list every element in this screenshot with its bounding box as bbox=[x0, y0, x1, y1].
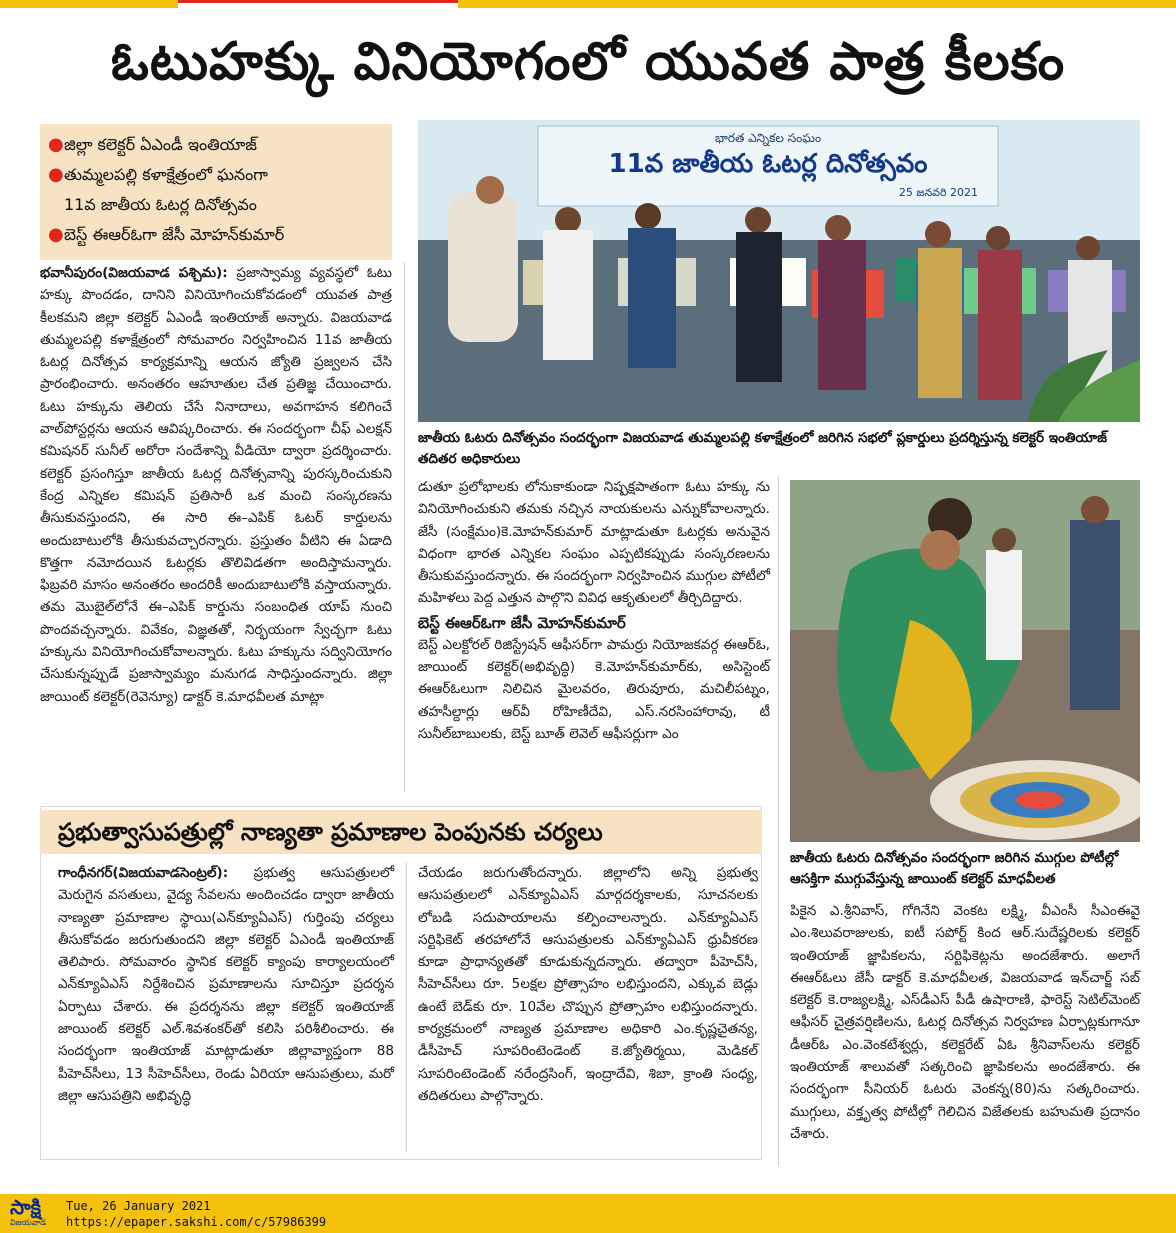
story2-text-2: చేయడం జరుగుతోందన్నారు. జిల్లాలోని అన్ని ప్రభుత్వ ఆసుపత్రులలో ఎన్‌క్యూఏఎస్ మార్గదర్శకాలకు, సూచనలకు లోబడి సదుపాయాలను కల్పించాలన్నారు. ఎన్‌క్యూఏఎస్ సర్టిఫికెట్ తరహాలోనే ఆసుపత్రులకు ఎన్‌క్యూఏఎస్ ధ్రువీకరణ కూడా ప్రాధాన్యతతో కూడుకున్నదన్నారు. తద్వారా పీహెచ్‌సీ, సీహెచ్‌సీలు రూ. 5లక్షల ప్రోత్సాహం లభిస్తుందని, ఎక్కువ బెడ్లు ఉంటే బెడ్‌కు రూ. 10వేల చొప్పున ప్రోత్సాహం లభిస్తుందన్నారు. కార్యక్రమంలో నాణ్యత ప్రమాణాల అధికారి ఎం.కృష్ణచైతన్య, డీసీహెచ్ సూపరింటెండెంట్ కె.జ్యోతిర్మయి, మెడికల్ సూపరింటెండెంట్ నరేంద్రసింగ్, ఇంద్రాదేవి, శిబా, క్రాంతి సంధ్య, తదితరులు పాల్గొన్నారు. bbox=[418, 865, 758, 1104]
story2-dateline: గాంధీనగర్(విజయవాడసెంట్రల్): bbox=[58, 865, 229, 881]
footer-url-link[interactable]: https://epaper.sakshi.com/c/57986399 bbox=[66, 1215, 327, 1229]
bullet-icon: ● bbox=[48, 134, 64, 155]
highlight-item bbox=[48, 130, 384, 160]
page-headline: ఓటుహక్కు వినియోగంలో యువత పాత్ర కీలకం bbox=[110, 32, 1066, 92]
event-photo-illustration bbox=[418, 120, 1140, 422]
highlight-text: జిల్లా కలెక్టర్ ఏఎండీ ఇంతియాజ్ bbox=[64, 135, 258, 154]
bullet-icon: ● bbox=[48, 164, 64, 185]
banner-date-text: 25 జనవరి 2021 bbox=[898, 186, 978, 199]
banner-title-text: 11వ జాతీయ ఓటర్ల దినోత్సవం bbox=[608, 149, 928, 179]
top-bar-red-line bbox=[178, 0, 458, 3]
banner-small-text: భారత ఎన్నికల సంఘం bbox=[714, 131, 822, 145]
highlight-item bbox=[48, 220, 384, 250]
rangoli-photo-caption: జాతీయ ఓటరు దినోత్సవం సందర్భంగా జరిగిన ముగ్గుల పోటీల్లో ఆసక్తిగా ముగ్గువేస్తున్న జాయింట్ కలెక్టర్ మాధవీలత bbox=[790, 850, 1119, 887]
story1-column-2 bbox=[418, 476, 770, 745]
footer-date: Tue, 26 January 2021 bbox=[66, 1199, 211, 1213]
logo-subtext: విజయవాడ bbox=[10, 1218, 47, 1227]
event-photo-caption: జాతీయ ఓటరు దినోత్సవం సందర్భంగా విజయవాడ తుమ్మలపల్లి కళాక్షేత్రంలో జరిగిన సభలో ప్లకార్డులు ప్రదర్శిస్తున్న కలెక్టర్ ఇంతియాజ్ తదితర అధికారులు bbox=[418, 430, 1107, 467]
top-color-bar bbox=[0, 0, 1176, 8]
story1-text-2: డుతూ ప్రలోభాలకు లోనుకాకుండా నిష్పక్షపాతంగా ఓటు హక్కు ను వినియోగించుకుని తమకు నచ్చిన నాయకులను ఎన్నుకోవాలన్నారు. జేసీ (సంక్షేమం)కె.మోహన్‌కుమార్ మాట్లాడుతూ ఓటర్లకు అనువైన విధంగా భారత ఎన్నికల సంఘం ఎప్పటికప్పుడు సంస్కరణలను తీసుకువస్తుందన్నారు. ఈ సందర్భంగా నిర్వహించిన ముగ్గుల పోటీలో మహిళలు పెద్ద ఎత్తున పాల్గొని వివిధ ఆకృతులలో తీర్చిదిద్దారు. bbox=[418, 479, 770, 607]
highlights-box bbox=[40, 124, 392, 260]
bullet-icon: ● bbox=[48, 224, 64, 245]
story1-text-1: ప్రజాస్వామ్య వ్యవస్థలో ఓటు హక్కు పొందడం, దానిని వినియోగించుకోవడంలో యువత పాత్ర కీలకమని జిల్లా కలెక్టర్ ఏఎండీ ఇంతియాజ్ అన్నారు. విజయవాడ తుమ్మలపల్లి కళాక్షేత్రంలో సోమవారం నిర్వహించిన 11వ జాతీయ ఓటర్ల దినోత్సవ కార్యక్రమాన్ని ఆయన జ్యోతి ప్రజ్వలన చేసి ప్రారంభించారు. అనంతరం ఆహూతుల చేత ప్రతిజ్ఞ చేయించారు. ఓటు హక్కును తెలియ చేసే నినాదాలు, అవగాహన కలిగించే వాల్‌పోస్టర్లను ఆయన ఆవిష్కరించారు. ఈ సందర్భంగా చీఫ్ ఎలక్షన్ కమిషనర్ సునీల్ అరోరా సందేశాన్ని వీడియో ద్వారా ప్రదర్శించారు. కలెక్టర్ ప్రసంగిస్తూ జాతీయ ఓటర్ల దినోత్సవాన్ని పురస్కరించుకుని కేంద్ర ఎన్నికల కమిషన్ ప్రతిసారీ ఒక మంచి సంస్కరణను తీసుకువస్తుందని, ఈ సారి ఈ–ఎపిక్ ఓటర్ కార్డులను అందుబాటులోకి తీసుకువచ్చారన్నారు. ప్రస్తుతం వీటిని ఈ ఏడాది కొత్తగా నమోదయిన ఓటర్లకు తొలివిడతగా అందిస్తామన్నారు. ఫిబ్రవరి మాసం అనంతరం అందరికీ అందుబాటులోకి వస్తాయన్నారు. తమ మొబైల్‌లోనే ఈ–ఎపిక్ కార్డును సంబంధిత యాప్ నుంచి పొందవచ్చన్నారు. వివేకం, విజ్ఞతతో, నిర్భయంగా స్వేచ్ఛగా ఓటు హక్కును వినియోగించుకోవాలన్నారు. ఓటు హక్కును సద్వినియోగం చేసుకున్నప్పుడే ప్రజాస్వామ్యం మనుగడ సాధిస్తుందన్నారు. జిల్లా జాయింట్ కలెక్టర్(రెవెన్యూ) డాక్టర్ కె.మాధవీలత మాట్లా bbox=[40, 265, 393, 705]
story1-column-1 bbox=[40, 262, 392, 708]
story2-column-2 bbox=[418, 862, 758, 1107]
highlight-text: 11వ జాతీయ ఓటర్ల దినోత్సవం bbox=[64, 195, 257, 214]
story2-text-1: ప్రభుత్వ ఆసుపత్రులలో మెరుగైన వసతులు, వైద్య సేవలను అందించడం ద్వారా జాతీయ నాణ్యతా ప్రమాణాల స్థాయి(ఎన్‌క్యూఏఎస్) గుర్తింపు చర్యలు తీసుకోవడం జరుగుతుందని జిల్లా కలెక్టర్ ఏఎండీ ఇంతియాజ్ తెలిపారు. సోమవారం స్థానిక కలెక్టర్ క్యాంపు కార్యాలయంలో ఎన్‌క్యూఏఎస్ నిర్దేశించిన ప్రమాణాలను సూచిస్తూ ప్రదర్శన ఏర్పాటు చేశారు. ఈ ప్రదర్శనను జిల్లా కలెక్టర్ ఇంతియాజ్ జాయింట్ కలెక్టర్ ఎల్.శివశంకర్‌తో కలిసి పరిశీలించారు. ఈ సందర్భంగా ఇంతియాజ్ మాట్లాడుతూ జిల్లావ్యాప్తంగా 88 పీహెచ్‌సీలు, 13 సీహెచ్‌సీలు, రెండు ఏరియా ఆసుపత్రులు, మరో జిల్లా ఆసుపత్రిని అభివృద్ధి bbox=[58, 865, 394, 1104]
story1-text-2b: బెస్ట్ ఎలక్టోరల్ రిజిస్ట్రేషన్ ఆఫీసర్‌గా పామర్రు నియోజకవర్గ ఈఆర్ఓ, జాయింట్ కలెక్టర్(అభివృద్ధి) కె.మోహన్‌కుమార్‌కు, అసిస్టెంట్ ఈఆర్ఓలుగా నిలిచిన మైలవరం, తిరువూరు, మచిలీపట్నం, తహసీల్దార్లు ఆర్‌వీ రోహిణీదేవి, ఎస్.నరసింహారావు, టీ సునీల్‌బాబులకు, బెస్ట్ బూత్ లెవెల్ ఆఫీసర్లుగా ఎం bbox=[418, 636, 770, 742]
story1-dateline: భవానీపురం(విజయవాడ పశ్చిమ): bbox=[40, 265, 228, 281]
column-divider bbox=[778, 476, 779, 1166]
highlight-text: తుమ్మలపల్లి కళాక్షేత్రంలో ఘనంగా bbox=[64, 165, 268, 184]
story1-column-3 bbox=[790, 900, 1140, 1145]
rangoli-photo-illustration bbox=[790, 480, 1140, 842]
highlight-item-continued bbox=[48, 190, 384, 220]
sakshi-logo bbox=[10, 1196, 64, 1230]
highlight-item bbox=[48, 160, 384, 190]
highlight-text: బెస్ట్ ఈఆర్ఓగా జేసీ మోహన్‌కుమార్ bbox=[64, 225, 285, 244]
column-divider bbox=[406, 862, 407, 1152]
story1-text-3: పికైన ఎ.శ్రీనివాస్, గోగినేని వెంకట లక్ష్మి, వీఎంసీ సీఎంఈవై ఎం.శిలువరాజులకు, ఐటీ సపోర్ట్ కింద ఆర్.సుదేష్ణరిలకు కలెక్టర్ ఇంతియాజ్ జ్ఞాపికలను, సర్టిఫికెట్లను అందజేశారు. అలాగే ఈఆర్ఓలు జేసీ డాక్టర్ కె.మాధవీలత, విజయవాడ ఇన్‌చార్జ్ సబ్ కలెక్టర్ కె.రాజ్యలక్ష్మి, ఎస్‌డీఎస్ పీడీ ఉషారాణి, ఫారెస్ట్ సెటిల్‌మెంట్ ఆఫీసర్ చైత్రవర్షిణిలను, ఓటర్ల దినోత్సవ నిర్వహణ ఏర్పాట్లకుగానూ డీఆర్‌ఓ ఎం.వెంకటేశ్వర్లు, కలెక్టరేట్ ఏఓ శ్రీనివాస్‌లను కలెక్టర్ ఇంతియాజ్ శాలువతో సత్కరించి జ్ఞాపికలను అందజేశారు. ఈ సందర్భంగా సీనియర్ ఓటరు వెంకన్న(80)ను సత్కరించారు. ముగ్గులు, వక్తృత్వ పోటీల్లో గెలిచిన విజేతలకు బహుమతి ప్రదానం చేశారు. bbox=[790, 903, 1140, 1142]
story1-subheading: బెస్ట్ ఈఆర్ఓగా జేసీ మోహన్‌కుమార్ bbox=[418, 613, 626, 632]
logo-text: సాక్షి bbox=[10, 1195, 42, 1219]
event-photo bbox=[418, 120, 1140, 422]
column-divider bbox=[404, 262, 405, 792]
story2-title: ప్రభుత్వాసుపత్రుల్లో నాణ్యతా ప్రమాణాల పెంపునకు చర్యలు bbox=[40, 810, 762, 854]
rangoli-photo bbox=[790, 480, 1140, 842]
story2-column-1 bbox=[58, 862, 394, 1107]
